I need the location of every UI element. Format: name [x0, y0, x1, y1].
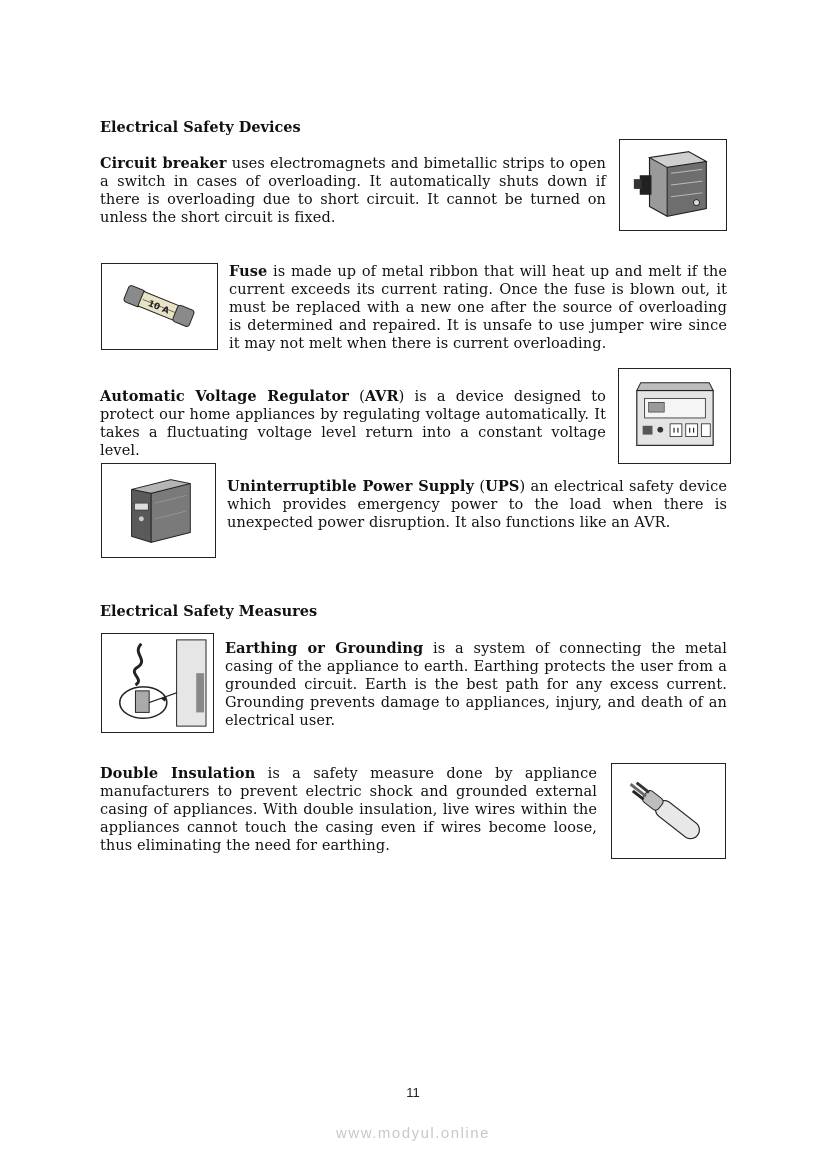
fuse-term: Fuse — [229, 263, 268, 280]
ups-paragraph: Uninterruptible Power Supply (UPS) an electrical safety device which provides emergency power to the load when there is unexpected power disruption. It also functions like an AVR. — [227, 478, 728, 531]
fuse-icon — [102, 264, 217, 349]
double-insulation-text: is a safety measure done by appliance manufacturers to prevent electric shock and grounded external casing of appliances. With double insulation, live wires within the appliances cannot touch the casing even if wires become loose, thus eliminating the need for earthing. — [100, 766, 598, 854]
ups-icon — [102, 464, 215, 557]
earthing-icon — [102, 634, 213, 732]
double-insulation-image — [611, 763, 726, 859]
ups-abbr: UPS — [485, 478, 520, 495]
circuit-breaker-text: uses electromagnets and bimetallic strips to open a switch in cases of overloading. It automatically shuts down if there is overloading due to short circuit. It cannot be turned on unless the short circuit is fixed. — [100, 156, 606, 226]
fuse-paragraph — [229, 263, 727, 353]
avr-text: ) is a device designed to protect our home appliances by regulating voltage automatically. It takes a fluctuating voltage level return into a constant voltage level. — [100, 389, 606, 459]
avr-paragraph: Automatic Voltage Regulator (AVR) is a device designed to protect our home appliances by regulating voltage automatically. It takes a fluctuating voltage level return into a constant voltage level. — [100, 388, 606, 459]
avr-icon — [619, 369, 730, 463]
watermark: www.modyul.online — [336, 1125, 490, 1142]
earthing-paragraph — [225, 640, 727, 730]
circuit-breaker-image — [619, 139, 727, 231]
earthing-image — [101, 633, 214, 733]
section-heading-devices: Electrical Safety Devices — [100, 119, 301, 136]
earthing-term: Earthing or Grounding — [225, 640, 424, 657]
double-insulation-paragraph — [100, 765, 597, 855]
insulated-cable-icon — [612, 764, 725, 858]
ups-term: Uninterruptible Power Supply — [227, 478, 475, 495]
ups-text: ) an electrical safety device which provides emergency power to the load when there is unexpected power disruption. It also functions like an AVR. — [227, 479, 728, 531]
circuit-breaker-paragraph — [100, 155, 606, 227]
earthing-text: is a system of connecting the metal casing of the appliance to earth. Earthing protects the user from a grounded circuit. Earth is the best path for any excess current. Grounding prevents damage to appliances, injury, and death of an electrical user. — [225, 641, 727, 729]
double-insulation-term: Double Insulation — [100, 765, 256, 782]
page-number: 11 — [406, 1085, 420, 1100]
avr-image — [618, 368, 731, 464]
avr-abbr: AVR — [364, 388, 399, 405]
fuse-image — [101, 263, 218, 350]
circuit-breaker-icon — [620, 140, 726, 230]
section-heading-measures: Electrical Safety Measures — [100, 603, 318, 620]
fuse-rating-label: 10 A — [146, 299, 171, 317]
fuse-text: is made up of metal ribbon that will heat up and melt if the current exceeds its current rating. Once the fuse is blown out, it must be replaced with a new one after the source of overloading is determined and repaired. It is unsafe to use jumper wire since it may not melt when there is current overloading. — [229, 264, 727, 352]
avr-term: Automatic Voltage Regulator — [100, 388, 349, 405]
ups-image — [101, 463, 216, 558]
circuit-breaker-term: Circuit breaker — [100, 155, 227, 172]
